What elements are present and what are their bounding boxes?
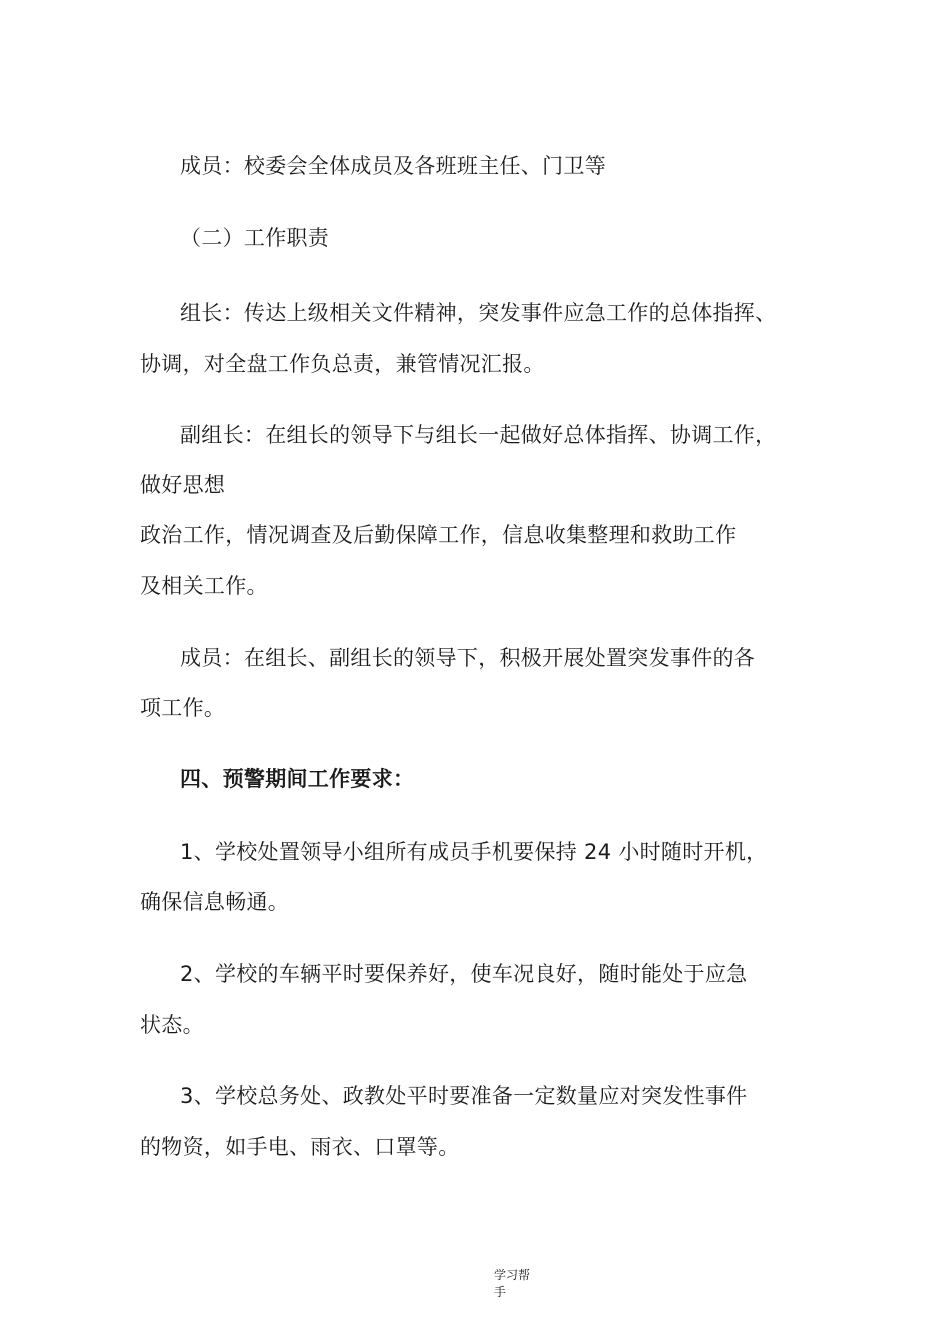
requirement-2-line-1: 2、学校的车辆平时要保养好，使车况良好，随时能处于应急 bbox=[180, 962, 748, 986]
section-heading-warning: 四、预警期间工作要求： bbox=[180, 767, 415, 791]
requirement-1-line-2: 确保信息畅通。 bbox=[140, 890, 290, 914]
footer-line-2: 手 bbox=[494, 1285, 507, 1299]
requirement-1-line-1: 1、学校处置领导小组所有成员手机要保持 24 小时随时开机， bbox=[180, 840, 768, 864]
member-duty-line-1: 成员：在组长、副组长的领导下，积极开展处置突发事件的各 bbox=[180, 646, 756, 670]
leader-duty-line-1: 组长：传达上级相关文件精神，突发事件应急工作的总体指挥、 bbox=[180, 301, 777, 325]
leader-duty-line-2: 协调，对全盘工作负总责，兼管情况汇报。 bbox=[140, 352, 545, 376]
deputy-duty-line-4: 及相关工作。 bbox=[140, 574, 268, 598]
requirement-3-line-2: 的物资，如手电、雨衣、口罩等。 bbox=[140, 1135, 460, 1159]
section-heading-duties: （二）工作职责 bbox=[180, 226, 330, 250]
member-duty-line-2: 项工作。 bbox=[140, 696, 226, 720]
requirement-3-line-1: 3、学校总务处、政教处平时要准备一定数量应对突发性事件 bbox=[180, 1084, 748, 1108]
members-line: 成员：校委会全体成员及各班班主任、门卫等 bbox=[180, 154, 606, 178]
deputy-duty-line-1: 副组长：在组长的领导下与组长一起做好总体指挥、协调工作， bbox=[180, 423, 777, 447]
deputy-duty-line-2: 做好思想 bbox=[140, 473, 226, 497]
page-footer bbox=[494, 1267, 554, 1301]
footer-line-1: 学习帮 bbox=[494, 1268, 531, 1282]
requirement-2-line-2: 状态。 bbox=[140, 1013, 204, 1037]
deputy-duty-line-3: 政治工作，情况调查及后勤保障工作，信息收集整理和救助工作 bbox=[140, 523, 737, 547]
